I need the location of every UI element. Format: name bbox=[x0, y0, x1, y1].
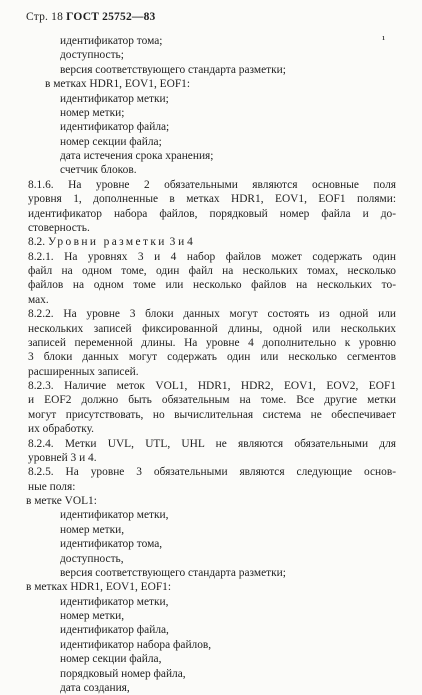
paragraph-8-1-6-line: стоверность. bbox=[28, 221, 90, 234]
list-intro: в метках HDR1, EOV1, EOF1: bbox=[45, 78, 191, 91]
paragraph-8-2-3-line: их обработку. bbox=[28, 423, 94, 436]
list-item: номер секции файла, bbox=[60, 653, 162, 666]
corner-mark: ¹ bbox=[382, 34, 386, 46]
paragraph-8-2-2-line: расширенных записей. bbox=[28, 365, 139, 378]
list-item: идентификатор метки, bbox=[60, 509, 169, 522]
list-item: дата истечения срока хранения; bbox=[60, 150, 214, 162]
list-item: дата создания, bbox=[60, 681, 130, 694]
list-intro: в метке VOL1: bbox=[26, 495, 97, 507]
paragraph-8-2-3-line: и EOF2 должно быть обязательным на томе. Все другие метки bbox=[28, 394, 396, 407]
paragraph-8-2-4-line: уровней 3 и 4. bbox=[28, 451, 97, 464]
list-item: идентификатор метки; bbox=[60, 92, 169, 105]
list-item: идентификатор метки, bbox=[60, 595, 169, 608]
paragraph-8-2-5-line: ные поля: bbox=[28, 480, 76, 493]
paragraph-8-1-6-line: уровня 1, дополненные в метках HDR1, EOV1, EOF1 полями: bbox=[28, 193, 396, 206]
list-item: номер метки, bbox=[60, 610, 125, 622]
list-item: идентификатор файла; bbox=[60, 121, 170, 134]
paragraph-8-2-5-line: 8.2.5. На уровне 3 обязательными являются следующие основ- bbox=[28, 466, 396, 479]
list-item: счетчик блоков. bbox=[60, 164, 137, 177]
paragraph-8-2-2-line: 8.2.2. На уровне 3 блоки данных могут состоять из одной или bbox=[28, 308, 396, 321]
list-item: версия соответствующего стандарта разметки; bbox=[60, 566, 286, 579]
paragraph-8-2-3-line: 8.2.3. Наличие меток VOL1, HDR1, HDR2, EOV1, EOV2, EOF1 bbox=[28, 380, 396, 392]
standard-code: ГОСТ 25752—83 bbox=[66, 11, 156, 23]
paragraph-8-1-6-line: идентификатор набора файлов, порядковый номер файла и до- bbox=[28, 207, 396, 220]
section-heading: 8.2. Уровни разметки 3 и 4 bbox=[28, 236, 193, 249]
paragraph-8-2-4-line: 8.2.4. Метки UVL, UTL, UHL не являются обязательными для bbox=[28, 437, 396, 450]
list-item: доступность, bbox=[60, 552, 124, 565]
list-item: номер метки, bbox=[60, 523, 125, 536]
paragraph-8-1-6-line: 8.1.6. На уровне 2 обязательными являются основные поля bbox=[28, 178, 396, 191]
list-item: номер метки; bbox=[60, 106, 125, 119]
list-item: порядковый номер файла, bbox=[60, 667, 186, 680]
page-header bbox=[26, 11, 156, 23]
paragraph-8-2-3-line: могут присутствовать, но вычислительная система не обеспечивает bbox=[28, 408, 396, 421]
paragraph-8-2-2-line: нескольких записей фиксированной длины, одной или нескольких bbox=[28, 322, 396, 335]
list-intro: в метках HDR1, EOV1, EOF1: bbox=[26, 581, 172, 594]
list-item: идентификатор набора файлов, bbox=[60, 638, 212, 651]
list-item: идентификатор файла, bbox=[60, 624, 169, 637]
paragraph-8-2-2-line: записей переменной длины. На уровне 4 дополнительно к уровню bbox=[28, 336, 396, 349]
page-number: Стр. 18 bbox=[26, 11, 64, 23]
document-body bbox=[0, 34, 422, 695]
paragraph-8-2-1-line: 8.2.1. На уровнях 3 и 4 набор файлов может содержать один bbox=[28, 250, 396, 263]
list-item: версия соответствующего стандарта разметки; bbox=[60, 63, 286, 76]
list-item: доступность; bbox=[60, 49, 124, 62]
paragraph-8-2-1-line: файлов на одном томе или несколько файлов на нескольких то- bbox=[28, 279, 396, 292]
list-item: номер секции файла; bbox=[60, 135, 162, 148]
paragraph-8-2-1-line: файл на одном томе, один файл на нескольких томах, несколько bbox=[28, 265, 396, 277]
list-item: идентификатор тома, bbox=[60, 538, 163, 551]
list-item: идентификатор тома; bbox=[60, 35, 163, 47]
paragraph-8-2-2-line: 3 блоки данных могут содержать один или несколько сегментов bbox=[28, 351, 396, 364]
paragraph-8-2-1-line: мах. bbox=[28, 293, 49, 306]
